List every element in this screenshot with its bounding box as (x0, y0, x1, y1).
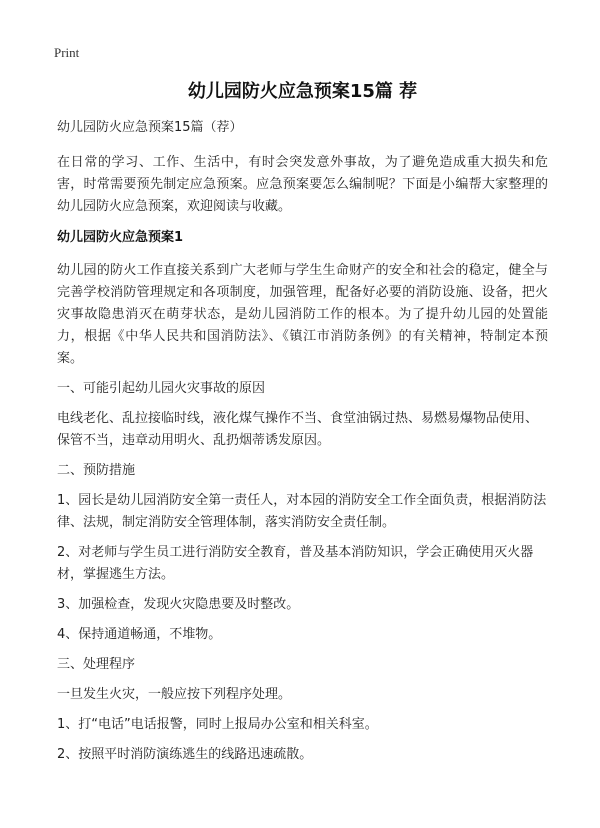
print-link[interactable]: Print (54, 45, 80, 60)
list-item: 二、预防措施 (57, 463, 136, 478)
list-item: 3、加强检查，发现火灾隐患要及时整改。 (57, 597, 300, 612)
list-item: 1、打“电话”电话报警，同时上报局办公室和相关科室。 (57, 717, 378, 732)
list-item: 一、可能引起幼儿园火灾事故的原因 (57, 381, 266, 396)
intro-paragraph: 在日常的学习、工作、生活中，有时会突发意外事故，为了避免造成重大损失和危害，时常需要预先制定应急预案。应急预案要怎么编制呢？下面是小编帮大家整理的幼儿园防火应急预案，欢迎阅读与收藏。 (57, 155, 548, 214)
list-item: 一旦发生火灾，一般应按下列程序处理。 (57, 687, 292, 702)
list-item: 2、对老师与学生员工进行消防安全教育，普及基本消防知识，学会正确使用灭火器材，掌握逃生方法。 (57, 545, 534, 582)
section-paragraph: 幼儿园的防火工作直接关系到广大老师与学生生命财产的安全和社会的稳定，健全与完善学校消防管理规定和各项制度，加强管理，配备好必要的消防设施、设备，把火灾事故隐患消灭在萌芽状态，是幼儿园消防工作的根本。为了提升幼儿园的处置能力，根据《中华人民共和国消防法》、《镇江市消防条例》的有关精神，特制定本预案。 (57, 263, 548, 366)
document-subtitle: 幼儿园防火应急预案15篇（荐） (57, 120, 243, 135)
list-item: 电线老化、乱拉接临时线，液化煤气操作不当、食堂油锅过热、易燃易爆物品使用、保管不当，违章动用明火、乱扔烟蒂诱发原因。 (57, 411, 539, 448)
list-item: 三、处理程序 (57, 657, 136, 672)
list-item: 4、保持通道畅通，不堆物。 (57, 627, 222, 642)
section-heading: 幼儿园防火应急预案1 (57, 230, 184, 245)
list-item: 1、园长是幼儿园消防安全第一责任人，对本园的消防安全工作全面负责，根据消防法律、法规，制定消防安全管理体制，落实消防安全责任制。 (57, 493, 547, 530)
page-title: 幼儿园防火应急预案15篇 荐 (187, 81, 418, 102)
list-item: 2、按照平时消防演练逃生的线路迅速疏散。 (57, 747, 313, 762)
